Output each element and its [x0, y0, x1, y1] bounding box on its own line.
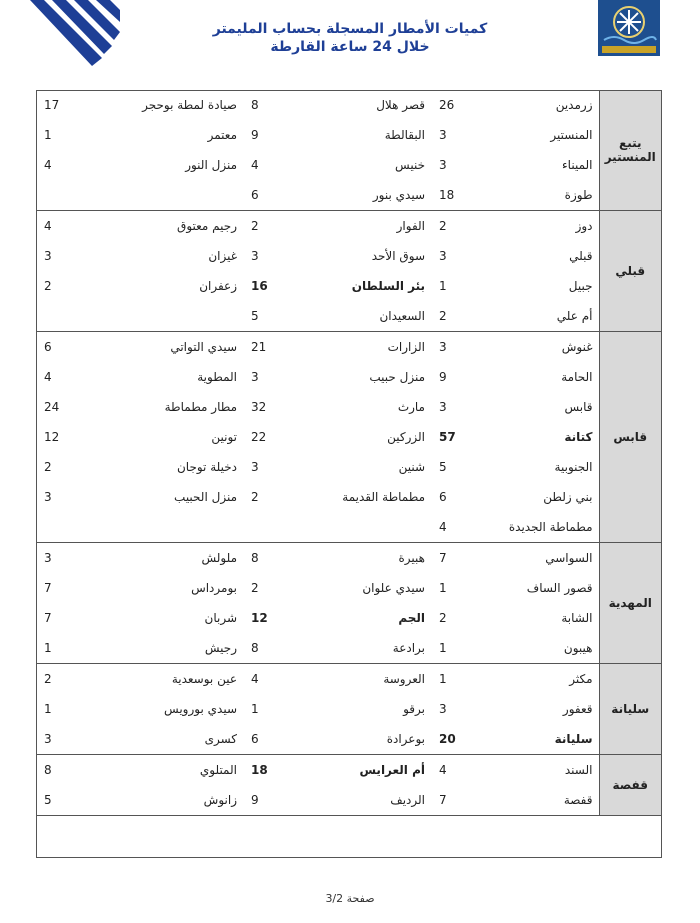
station-name: الجم: [398, 611, 425, 625]
station-name: برقو: [403, 702, 425, 716]
rainfall-value: 3: [439, 400, 447, 414]
rainfall-value: 3: [439, 158, 447, 172]
table-row: [36, 211, 661, 242]
rainfall-value: 9: [251, 128, 259, 142]
station-name: السند: [564, 763, 593, 777]
rainfall-value: 4: [431, 512, 479, 543]
station-name: مطار مطماطة: [164, 400, 237, 414]
rainfall-value: 4: [44, 219, 52, 233]
station-name: صيادة لمطة بوحجر: [142, 98, 237, 112]
rainfall-value: 2: [251, 490, 259, 504]
station-name: الجنوبية: [554, 460, 593, 474]
rainfall-value: 20: [431, 724, 479, 755]
rainfall-value: 9: [243, 785, 291, 816]
rainfall-value: [243, 512, 291, 543]
station-name: خنيس: [395, 158, 425, 172]
rainfall-value: [36, 180, 103, 211]
rainfall-value: 1: [431, 633, 479, 664]
rainfall-value: 6: [243, 724, 291, 755]
page-number: صفحة 3/2: [325, 892, 375, 905]
station-name: سليانة: [479, 724, 599, 755]
governorate-cell: سليانة: [599, 664, 661, 755]
station-name: العروسة: [383, 672, 425, 686]
table-row: [36, 482, 661, 512]
station-name: قصر هلال: [376, 98, 425, 112]
station-name: كسرى: [103, 724, 243, 755]
station-name: [103, 180, 243, 211]
rainfall-value: 5: [439, 460, 447, 474]
table-row: [36, 332, 661, 363]
rainfall-value: 3: [251, 370, 259, 384]
station-name: الفوار: [396, 219, 425, 233]
table-row: [36, 90, 661, 120]
station-name: المنستير: [550, 128, 593, 142]
station-name: قعفور: [562, 702, 593, 716]
rainfall-value: 5: [243, 301, 291, 332]
rainfall-value: 2: [251, 219, 259, 233]
governorate-cell: قبلي: [599, 211, 661, 332]
rainfall-value: 4: [251, 672, 259, 686]
rainfall-value: 7: [44, 611, 52, 625]
station-name: الحامة: [561, 370, 593, 384]
rainfall-value: 12: [44, 430, 60, 444]
table-row: [36, 362, 661, 392]
rainfall-value: 2: [44, 279, 52, 293]
station-name: هبيرة: [398, 551, 425, 565]
station-name: ملولش: [201, 551, 237, 565]
station-name: أم العرايس: [359, 763, 425, 777]
station-name: سوق الأحد: [371, 249, 425, 263]
rainfall-value: 3: [439, 128, 447, 142]
station-name: هيبون: [479, 633, 599, 664]
station-name: مكثر: [569, 672, 593, 686]
rainfall-value: 6: [439, 490, 447, 504]
station-name: المطوية: [197, 370, 237, 384]
rainfall-value: 24: [44, 400, 60, 414]
rainfall-value: 1: [439, 581, 447, 595]
station-name: كتانة: [564, 430, 593, 444]
rainfall-value: 4: [44, 158, 52, 172]
station-name: منزل الحبيب: [174, 490, 237, 504]
rainfall-value: 3: [251, 460, 259, 474]
station-name: سيدي التواتي: [170, 340, 237, 354]
governorate-cell: المهدية: [599, 543, 661, 664]
rainfall-value: 3: [251, 249, 259, 263]
rainfall-value: 57: [439, 430, 456, 444]
table-row: [36, 755, 661, 786]
station-name: شربان: [204, 611, 237, 625]
rainfall-value: 8: [251, 551, 259, 565]
station-name: [291, 512, 431, 543]
table-row: [36, 664, 661, 695]
table-row: [36, 150, 661, 180]
rainfall-value: 12: [251, 611, 268, 625]
rainfall-table: [36, 90, 661, 816]
station-name: [103, 512, 243, 543]
title-line-2: خلال 24 ساعة القارطة: [270, 39, 430, 55]
table-row: [36, 392, 661, 422]
station-name: منزل النور: [185, 158, 237, 172]
governorate-cell: قابس: [599, 332, 661, 543]
station-name: معتمر: [207, 128, 237, 142]
rainfall-value: 7: [44, 581, 52, 595]
rainfall-value: 3: [44, 551, 52, 565]
rainfall-value: 9: [439, 370, 447, 384]
rainfall-value: 6: [44, 340, 52, 354]
station-name: أم علي: [479, 301, 599, 332]
table-row: [36, 271, 661, 301]
table-row: [36, 603, 661, 633]
rainfall-value: 1: [251, 702, 259, 716]
station-name: زعفران: [199, 279, 237, 293]
station-name: البقالطة: [384, 128, 425, 142]
station-name: منزل حبيب: [369, 370, 425, 384]
station-name: الشابة: [561, 611, 593, 625]
rainfall-value: 2: [439, 219, 447, 233]
rainfall-value: 2: [439, 611, 447, 625]
station-name: بني زلطن: [543, 490, 593, 504]
table-row: [36, 694, 661, 724]
rainfall-value: 2: [44, 672, 52, 686]
station-name: السعيدان: [291, 301, 431, 332]
rainfall-value: 5: [36, 785, 103, 816]
table-row: [36, 180, 661, 211]
rainfall-value: 1: [44, 702, 52, 716]
station-name: الميناء: [562, 158, 593, 172]
station-name: مطماطة الجديدة: [479, 512, 599, 543]
station-name: بومرداس: [191, 581, 237, 595]
station-name: دوز: [575, 219, 593, 233]
station-name: جبيل: [568, 279, 593, 293]
rainfall-value: 8: [44, 763, 52, 777]
table-row: [36, 724, 661, 755]
station-name: زرمدين: [555, 98, 593, 112]
station-name: بئر السلطان: [351, 279, 425, 293]
rainfall-value: 26: [439, 98, 455, 112]
table-row: [36, 301, 661, 332]
institute-logo-icon: [598, 0, 660, 56]
rainfall-value: 16: [251, 279, 268, 293]
station-name: الزركين: [387, 430, 425, 444]
station-name: قصور الساف: [526, 581, 593, 595]
station-name: غيزان: [208, 249, 237, 263]
title-line-1: كميات الأمطار المسجلة بحساب المليمتر: [212, 21, 488, 37]
rainfall-value: 8: [251, 98, 259, 112]
rainfall-value: 3: [44, 249, 52, 263]
rainfall-value: [36, 512, 103, 543]
station-name: قبلي: [569, 249, 593, 263]
governorate-cell: قفصة: [599, 755, 661, 816]
rainfall-value: 1: [439, 672, 447, 686]
station-name: عين بوسعدية: [171, 672, 237, 686]
rainfall-value: 4: [251, 158, 259, 172]
station-name: قابس: [564, 400, 593, 414]
table-row: [36, 241, 661, 271]
rainfall-value: 7: [439, 551, 447, 565]
corner-stripes-decoration: [30, 0, 120, 70]
rainfall-value: 18: [251, 763, 268, 777]
station-name: مطماطة القديمة: [342, 490, 425, 504]
rainfall-value: 3: [36, 724, 103, 755]
station-name: طوزة: [479, 180, 599, 211]
station-name: دخيلة توجان: [176, 460, 237, 474]
rainfall-value: 1: [439, 279, 447, 293]
station-name: رجيش: [103, 633, 243, 664]
station-name: شنين: [398, 460, 425, 474]
station-name: السواسي: [545, 551, 593, 565]
table-row: [36, 512, 661, 543]
station-name: المتلوي: [199, 763, 237, 777]
rainfall-value: 8: [243, 633, 291, 664]
rainfall-value: 17: [44, 98, 60, 112]
rainfall-value: 4: [439, 763, 447, 777]
rainfall-value: 3: [439, 340, 447, 354]
station-name: سيدي علوان: [362, 581, 425, 595]
table-row: [36, 633, 661, 664]
table-row: [36, 452, 661, 482]
station-name: زانوش: [103, 785, 243, 816]
station-name: رجيم معتوق: [177, 219, 237, 233]
station-name: برادعة: [291, 633, 431, 664]
rainfall-value: [36, 301, 103, 332]
rainfall-value: 6: [243, 180, 291, 211]
station-name: تونين: [211, 430, 237, 444]
rainfall-value: 32: [251, 400, 267, 414]
rainfall-value: 3: [439, 702, 447, 716]
station-name: مارث: [397, 400, 425, 414]
table-row: [36, 573, 661, 603]
rainfall-value: 7: [431, 785, 479, 816]
table-row: [36, 785, 661, 816]
rainfall-value: 18: [431, 180, 479, 211]
rainfall-value: 1: [36, 633, 103, 664]
station-name: غنوش: [561, 340, 593, 354]
station-name: سيدي بنور: [291, 180, 431, 211]
station-name: قفصة: [479, 785, 599, 816]
station-name: بوعرادة: [291, 724, 431, 755]
rainfall-value: 1: [44, 128, 52, 142]
governorate-cell: يتبع المنستير: [599, 90, 661, 211]
rainfall-value: 4: [44, 370, 52, 384]
rainfall-value: 2: [431, 301, 479, 332]
rainfall-value: 21: [251, 340, 267, 354]
station-name: سيدي بورويس: [164, 702, 237, 716]
table-row: [36, 120, 661, 150]
page-title: [170, 20, 530, 56]
table-row: [36, 543, 661, 574]
rainfall-value: 2: [251, 581, 259, 595]
rainfall-value: 22: [251, 430, 267, 444]
station-name: الزارات: [387, 340, 425, 354]
rainfall-value: 3: [439, 249, 447, 263]
station-name: [103, 301, 243, 332]
table-row: [36, 422, 661, 452]
rainfall-value: 2: [44, 460, 52, 474]
station-name: الرديف: [291, 785, 431, 816]
rainfall-value: 3: [44, 490, 52, 504]
